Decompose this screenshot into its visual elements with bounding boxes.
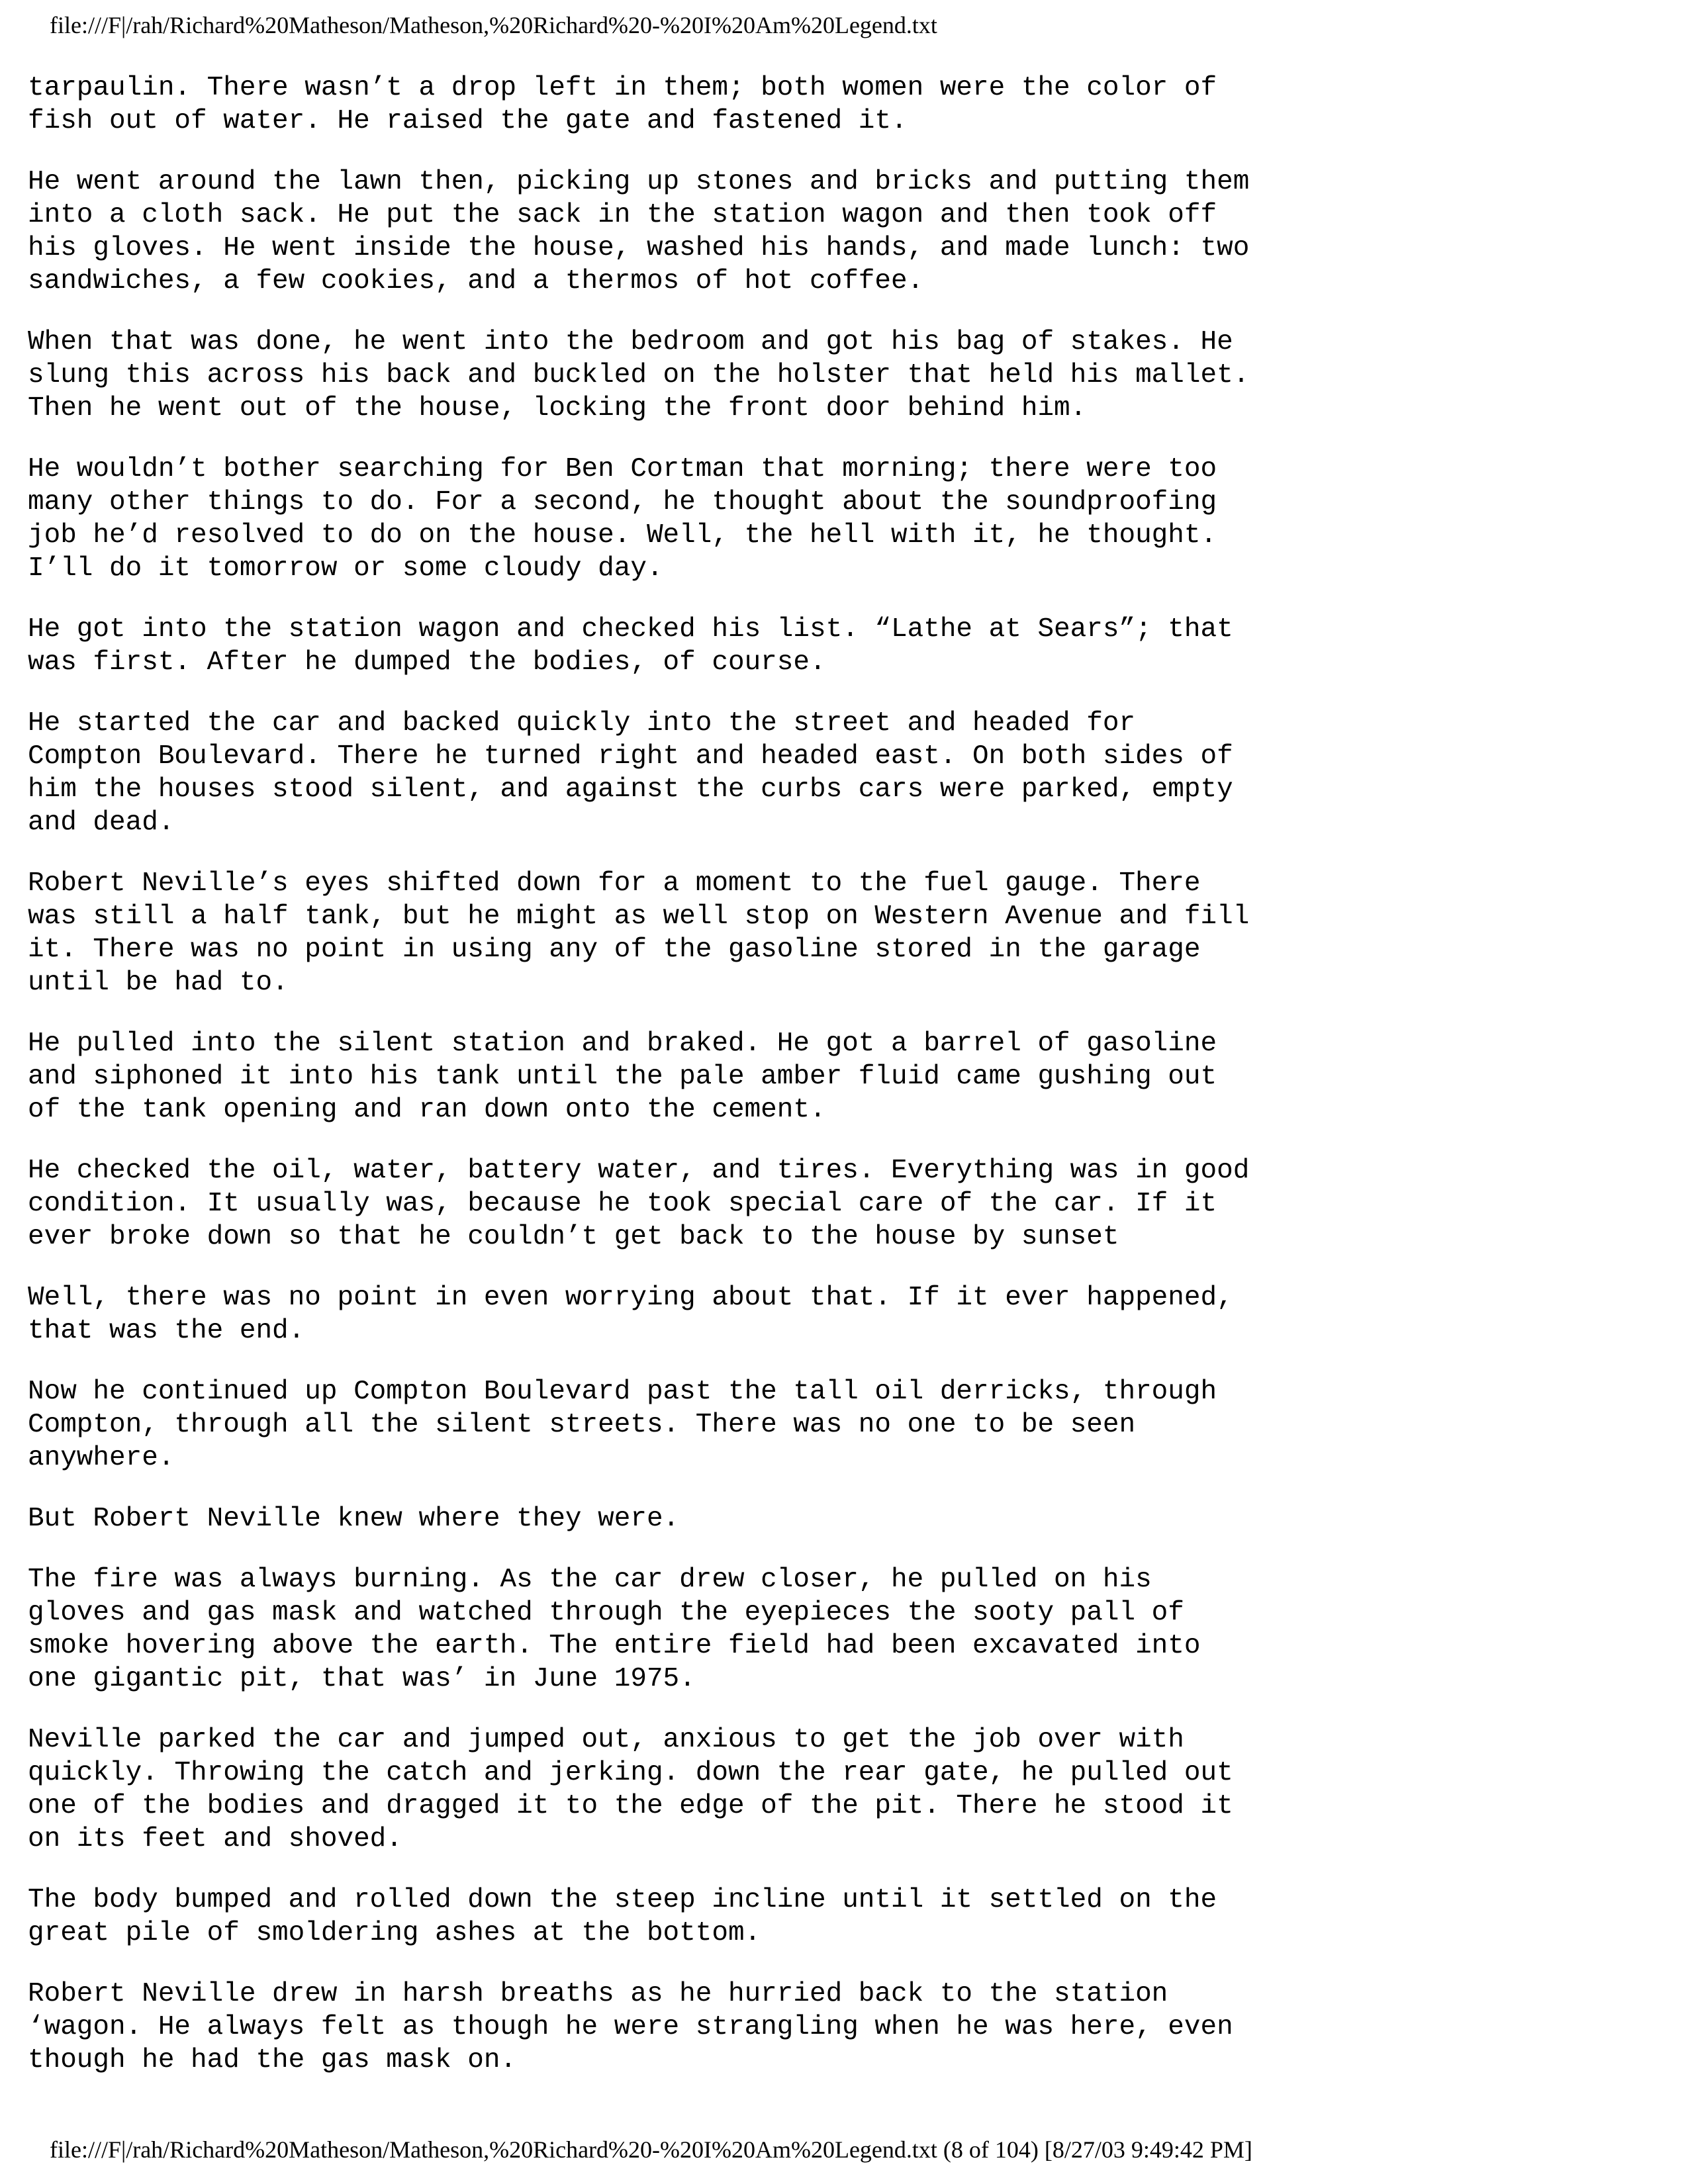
paragraph	[28, 453, 1617, 585]
text-line: anywhere.	[28, 1443, 175, 1473]
text-line: one of the bodies and dragged it to the edge of the pit. There he stood it	[28, 1791, 1233, 1821]
paragraph	[28, 1154, 1617, 1253]
text-line: on its feet and shoved.	[28, 1824, 402, 1854]
text-line: tarpaulin. There wasn’t a drop left in them; both women were the color of	[28, 73, 1217, 103]
text-line: The fire was always burning. As the car drew closer, he pulled on his	[28, 1565, 1152, 1595]
text-line: He checked the oil, water, battery water, and tires. Everything was in good	[28, 1156, 1250, 1186]
text-line: Neville parked the car and jumped out, anxious to get the job over with	[28, 1725, 1184, 1755]
paragraph	[28, 326, 1617, 425]
text-line: into a cloth sack. He put the sack in the station wagon and then took off	[28, 200, 1217, 230]
document-body	[28, 71, 1617, 2105]
text-line: quickly. Throwing the catch and jerking. down the rear gate, he pulled out	[28, 1758, 1233, 1788]
paragraph	[28, 867, 1617, 999]
text-line: He got into the station wagon and checked his list. “Lathe at Sears”; that	[28, 614, 1233, 645]
paragraph	[28, 1281, 1617, 1347]
header-file-path: file:///F|/rah/Richard%20Matheson/Matheson,%20Richard%20-%20I%20Am%20Legend.txt	[50, 12, 937, 38]
text-line: of the tank opening and ran down onto the cement.	[28, 1095, 826, 1125]
paragraph	[28, 1978, 1617, 2077]
text-line: When that was done, he went into the bedroom and got his bag of stakes. He	[28, 327, 1233, 357]
paragraph	[28, 1027, 1617, 1126]
footer-file-path: file:///F|/rah/Richard%20Matheson/Matheson,%20Richard%20-%20I%20Am%20Legend.txt (8 of 104) [8/27/03 9:49:42 PM]	[50, 2136, 1252, 2163]
paragraph	[28, 165, 1617, 298]
paragraph	[28, 613, 1617, 679]
text-line: job he’d resolved to do on the house. Well, the hell with it, he thought.	[28, 520, 1217, 551]
paragraph	[28, 1563, 1617, 1696]
text-line: Now he continued up Compton Boulevard past the tall oil derricks, through	[28, 1377, 1217, 1407]
text-line: one gigantic pit, that was’ in June 1975.	[28, 1664, 696, 1694]
text-line: Compton, through all the silent streets. There was no one to be seen	[28, 1410, 1136, 1440]
text-line: great pile of smoldering ashes at the bottom.	[28, 1918, 761, 1948]
text-line: gloves and gas mask and watched through the eyepieces the sooty pall of	[28, 1598, 1184, 1628]
paragraph	[28, 1884, 1617, 1950]
text-line: condition. It usually was, because he took special care of the car. If it	[28, 1189, 1217, 1219]
text-line: smoke hovering above the earth. The entire field had been excavated into	[28, 1631, 1201, 1661]
text-line: until be had to.	[28, 968, 289, 998]
text-line: that was the end.	[28, 1316, 305, 1346]
text-line: and siphoned it into his tank until the pale amber fluid came gushing out	[28, 1062, 1217, 1092]
text-line: ‘wagon. He always felt as though he were strangling when he was here, even	[28, 2012, 1233, 2042]
paragraph	[28, 1502, 1617, 1535]
text-line: He pulled into the silent station and braked. He got a barrel of gasoline	[28, 1028, 1217, 1059]
text-line: But Robert Neville knew where they were.	[28, 1504, 680, 1534]
text-line: He started the car and backed quickly into the street and headed for	[28, 708, 1136, 739]
text-line: was still a half tank, but he might as well stop on Western Avenue and fill	[28, 901, 1250, 932]
text-line: Well, there was no point in even worrying about that. If it ever happened,	[28, 1283, 1233, 1313]
text-line: and dead.	[28, 807, 175, 838]
text-line: fish out of water. He raised the gate and fastened it.	[28, 106, 908, 136]
paragraph	[28, 71, 1617, 138]
text-line: slung this across his back and buckled on the holster that held his mallet.	[28, 360, 1250, 390]
text-line: it. There was no point in using any of the gasoline stored in the garage	[28, 934, 1201, 965]
text-line: Robert Neville drew in harsh breaths as he hurried back to the station	[28, 1979, 1168, 2009]
text-line: He went around the lawn then, picking up stones and bricks and putting them	[28, 167, 1250, 197]
text-line: Robert Neville’s eyes shifted down for a moment to the fuel gauge. There	[28, 868, 1201, 899]
text-line: He wouldn’t bother searching for Ben Cortman that morning; there were too	[28, 454, 1217, 484]
text-line: I’ll do it tomorrow or some cloudy day.	[28, 553, 663, 584]
text-line: his gloves. He went inside the house, washed his hands, and made lunch: two	[28, 233, 1250, 263]
text-line: The body bumped and rolled down the steep incline until it settled on the	[28, 1885, 1217, 1915]
text-line: was first. After he dumped the bodies, of course.	[28, 647, 826, 678]
paragraph	[28, 1723, 1617, 1856]
text-line: Then he went out of the house, locking the front door behind him.	[28, 393, 1087, 424]
text-line: Compton Boulevard. There he turned right and headed east. On both sides of	[28, 741, 1233, 772]
text-line: him the houses stood silent, and against the curbs cars were parked, empty	[28, 774, 1233, 805]
paragraph	[28, 1375, 1617, 1475]
text-line: ever broke down so that he couldn’t get back to the house by sunset	[28, 1222, 1119, 1252]
text-line: sandwiches, a few cookies, and a thermos of hot coffee.	[28, 266, 924, 296]
text-line: many other things to do. For a second, he thought about the soundproofing	[28, 487, 1217, 518]
text-line: though he had the gas mask on.	[28, 2045, 517, 2075]
paragraph	[28, 707, 1617, 839]
